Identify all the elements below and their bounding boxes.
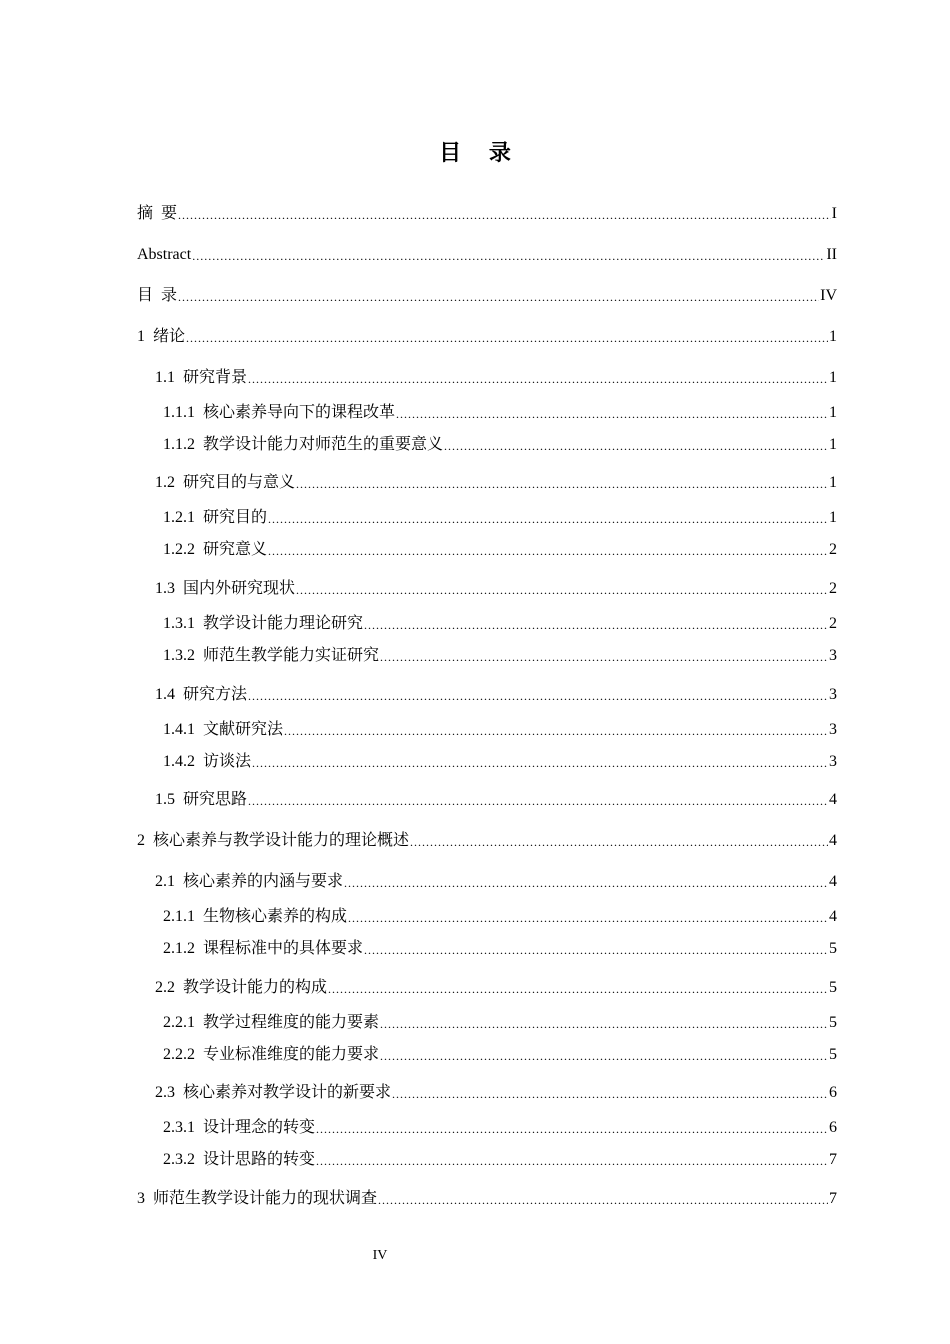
toc-entry-number: 2.2.1 [163, 1014, 195, 1031]
toc-leader-dots [344, 874, 828, 892]
toc-entry-title: 师范生教学设计能力的现状调查 [153, 1190, 378, 1207]
toc-entry-page: 3 [829, 721, 837, 738]
toc-entry[interactable] [163, 431, 837, 455]
toc-leader-dots [364, 616, 828, 634]
toc-entry[interactable] [163, 1114, 837, 1138]
toc-entry-title: 研究思路 [183, 791, 248, 808]
toc-entry-number: 1.4.2 [163, 753, 195, 770]
toc-leader-dots [284, 722, 828, 740]
toc-entry[interactable] [163, 748, 837, 772]
toc-entry-title: 核心素养导向下的课程改革 [203, 404, 396, 421]
toc-leader-dots [444, 437, 828, 455]
toc-entry[interactable] [137, 241, 837, 265]
toc-entry-title: 文献研究法 [203, 721, 284, 738]
toc-entry-page: 5 [829, 1014, 837, 1031]
toc-leader-dots [252, 754, 828, 772]
toc-leader-dots [380, 648, 828, 666]
toc-entry-number: 2.1.2 [163, 940, 195, 957]
toc-entry[interactable] [137, 827, 837, 851]
toc-entry-title: 绪论 [153, 328, 186, 345]
toc-entry-number: 2.1 [155, 873, 175, 890]
toc-entry-title: 设计理念的转变 [203, 1119, 316, 1136]
toc-entry-title: 研究意义 [203, 541, 268, 558]
toc-leader-dots [410, 833, 828, 851]
toc-leader-dots [248, 792, 828, 810]
toc-leader-dots [396, 405, 828, 423]
toc-entry[interactable] [163, 504, 837, 528]
toc-entry-page: 6 [829, 1119, 837, 1136]
toc-entry[interactable] [137, 282, 837, 306]
toc-entry-title: 课程标准中的具体要求 [203, 940, 364, 957]
toc-entry-page: 2 [829, 615, 837, 632]
toc-entry-number: 3 [137, 1190, 145, 1207]
toc-leader-dots [348, 909, 828, 927]
toc-entry-number: 1.1.1 [163, 404, 195, 421]
toc-entry-title: 教学设计能力对师范生的重要意义 [203, 436, 444, 453]
toc-leader-dots [178, 288, 819, 306]
toc-entry[interactable] [155, 868, 837, 892]
toc-leader-dots [364, 941, 828, 959]
toc-entry-title: 教学设计能力理论研究 [203, 615, 364, 632]
toc-entry-page: 1 [829, 328, 837, 345]
toc-entry[interactable] [155, 974, 837, 998]
toc-entry-page: 1 [829, 436, 837, 453]
toc-entry[interactable] [137, 323, 837, 347]
toc-entry[interactable] [155, 681, 837, 705]
toc-entry-page: 1 [829, 369, 837, 386]
toc-entry-title: 专业标准维度的能力要求 [203, 1046, 380, 1063]
toc-entry-number: 1.2 [155, 474, 175, 491]
toc-leader-dots [186, 329, 828, 347]
toc-entry-page: 4 [829, 908, 837, 925]
toc-leader-dots [268, 542, 828, 560]
toc-entry-number: 2.2.2 [163, 1046, 195, 1063]
toc-leader-dots [380, 1015, 828, 1033]
toc-entry[interactable] [155, 469, 837, 493]
toc-entry-page: I [831, 205, 837, 222]
toc-leader-dots [316, 1120, 828, 1138]
toc-entry[interactable] [163, 1146, 837, 1170]
toc-entry-page: 4 [829, 832, 837, 849]
toc-entry-title: Abstract [137, 246, 192, 263]
toc-entry-page: 1 [829, 474, 837, 491]
toc-leader-dots [328, 980, 828, 998]
toc-entry-title: 摘 要 [137, 205, 178, 222]
toc-entry-page: 7 [829, 1190, 837, 1207]
toc-entry-title: 核心素养对教学设计的新要求 [183, 1084, 392, 1101]
toc-entry-number: 2.3 [155, 1084, 175, 1101]
toc-entry-title: 目 录 [137, 287, 178, 304]
toc-entry-page: 3 [829, 686, 837, 703]
toc-entry[interactable] [163, 903, 837, 927]
toc-entry[interactable] [163, 536, 837, 560]
toc-entry-number: 2.1.1 [163, 908, 195, 925]
toc-entry-title: 访谈法 [203, 753, 252, 770]
toc-entry-number: 2.3.1 [163, 1119, 195, 1136]
toc-entry-page: IV [820, 287, 837, 304]
toc-leader-dots [392, 1085, 828, 1103]
toc-entry-title: 研究目的与意义 [183, 474, 296, 491]
toc-entry-title: 设计思路的转变 [203, 1151, 316, 1168]
toc-leader-dots [268, 510, 828, 528]
toc-entry-number: 1.5 [155, 791, 175, 808]
toc-leader-dots [178, 206, 831, 224]
toc-entry-page: 3 [829, 647, 837, 664]
toc-leader-dots [380, 1047, 828, 1065]
toc-entry[interactable] [155, 1079, 837, 1103]
toc-leader-dots [192, 247, 825, 265]
page-number-footer: IV [372, 1248, 388, 1263]
toc-entry-page: 2 [829, 580, 837, 597]
toc-entry-number: 1.2.2 [163, 541, 195, 558]
toc-entry-number: 1.4 [155, 686, 175, 703]
toc-entry-title: 研究方法 [183, 686, 248, 703]
toc-entry[interactable] [163, 1009, 837, 1033]
toc-entry-page: 6 [829, 1084, 837, 1101]
toc-entry[interactable] [137, 1185, 837, 1209]
toc-entry-page: II [826, 246, 837, 263]
page-title: 目 录 [439, 141, 521, 166]
toc-entry-page: 4 [829, 873, 837, 890]
toc-entry[interactable] [163, 935, 837, 959]
toc-entry-title: 研究目的 [203, 509, 268, 526]
toc-entry-number: 1.1.2 [163, 436, 195, 453]
toc-entry-page: 7 [829, 1151, 837, 1168]
toc-entry-number: 1.3 [155, 580, 175, 597]
toc-entry-title: 师范生教学能力实证研究 [203, 647, 380, 664]
toc-entry-page: 5 [829, 940, 837, 957]
toc-entry-number: 1.3.1 [163, 615, 195, 632]
toc-leader-dots [296, 581, 828, 599]
toc-leader-dots [296, 475, 828, 493]
toc-entry-page: 1 [829, 509, 837, 526]
toc-entry-page: 2 [829, 541, 837, 558]
toc-entry-title: 教学设计能力的构成 [183, 979, 328, 996]
toc-entry[interactable] [163, 610, 837, 634]
toc-entry-number: 1.2.1 [163, 509, 195, 526]
toc-entry[interactable] [155, 786, 837, 810]
toc-entry-title: 核心素养的内涵与要求 [183, 873, 344, 890]
toc-entry-number: 2.3.2 [163, 1151, 195, 1168]
toc-entry[interactable] [155, 575, 837, 599]
toc-entry-page: 1 [829, 404, 837, 421]
toc-leader-dots [316, 1152, 828, 1170]
toc-entry-number: 2.2 [155, 979, 175, 996]
toc-entry[interactable] [163, 642, 837, 666]
toc-entry-title: 教学过程维度的能力要素 [203, 1014, 380, 1031]
toc-entry-page: 5 [829, 1046, 837, 1063]
toc-leader-dots [248, 687, 828, 705]
toc-entry-page: 3 [829, 753, 837, 770]
toc-entry[interactable] [163, 1041, 837, 1065]
toc-entry-title: 生物核心素养的构成 [203, 908, 348, 925]
toc-entry-title: 核心素养与教学设计能力的理论概述 [153, 832, 410, 849]
toc-entry-title: 研究背景 [183, 369, 248, 386]
toc-entry[interactable] [137, 200, 837, 224]
toc-entry-number: 1.3.2 [163, 647, 195, 664]
toc-entry-number: 1 [137, 328, 145, 345]
toc-entry-number: 1.1 [155, 369, 175, 386]
toc-entry[interactable] [163, 716, 837, 740]
toc-entry-number: 2 [137, 832, 145, 849]
toc-leader-dots [248, 370, 828, 388]
toc-entry-page: 4 [829, 791, 837, 808]
toc-leader-dots [378, 1191, 828, 1209]
toc-entry-page: 5 [829, 979, 837, 996]
toc-entry[interactable] [163, 399, 837, 423]
toc-entry-number: 1.4.1 [163, 721, 195, 738]
toc-entry-title: 国内外研究现状 [183, 580, 296, 597]
toc-entry[interactable] [155, 364, 837, 388]
